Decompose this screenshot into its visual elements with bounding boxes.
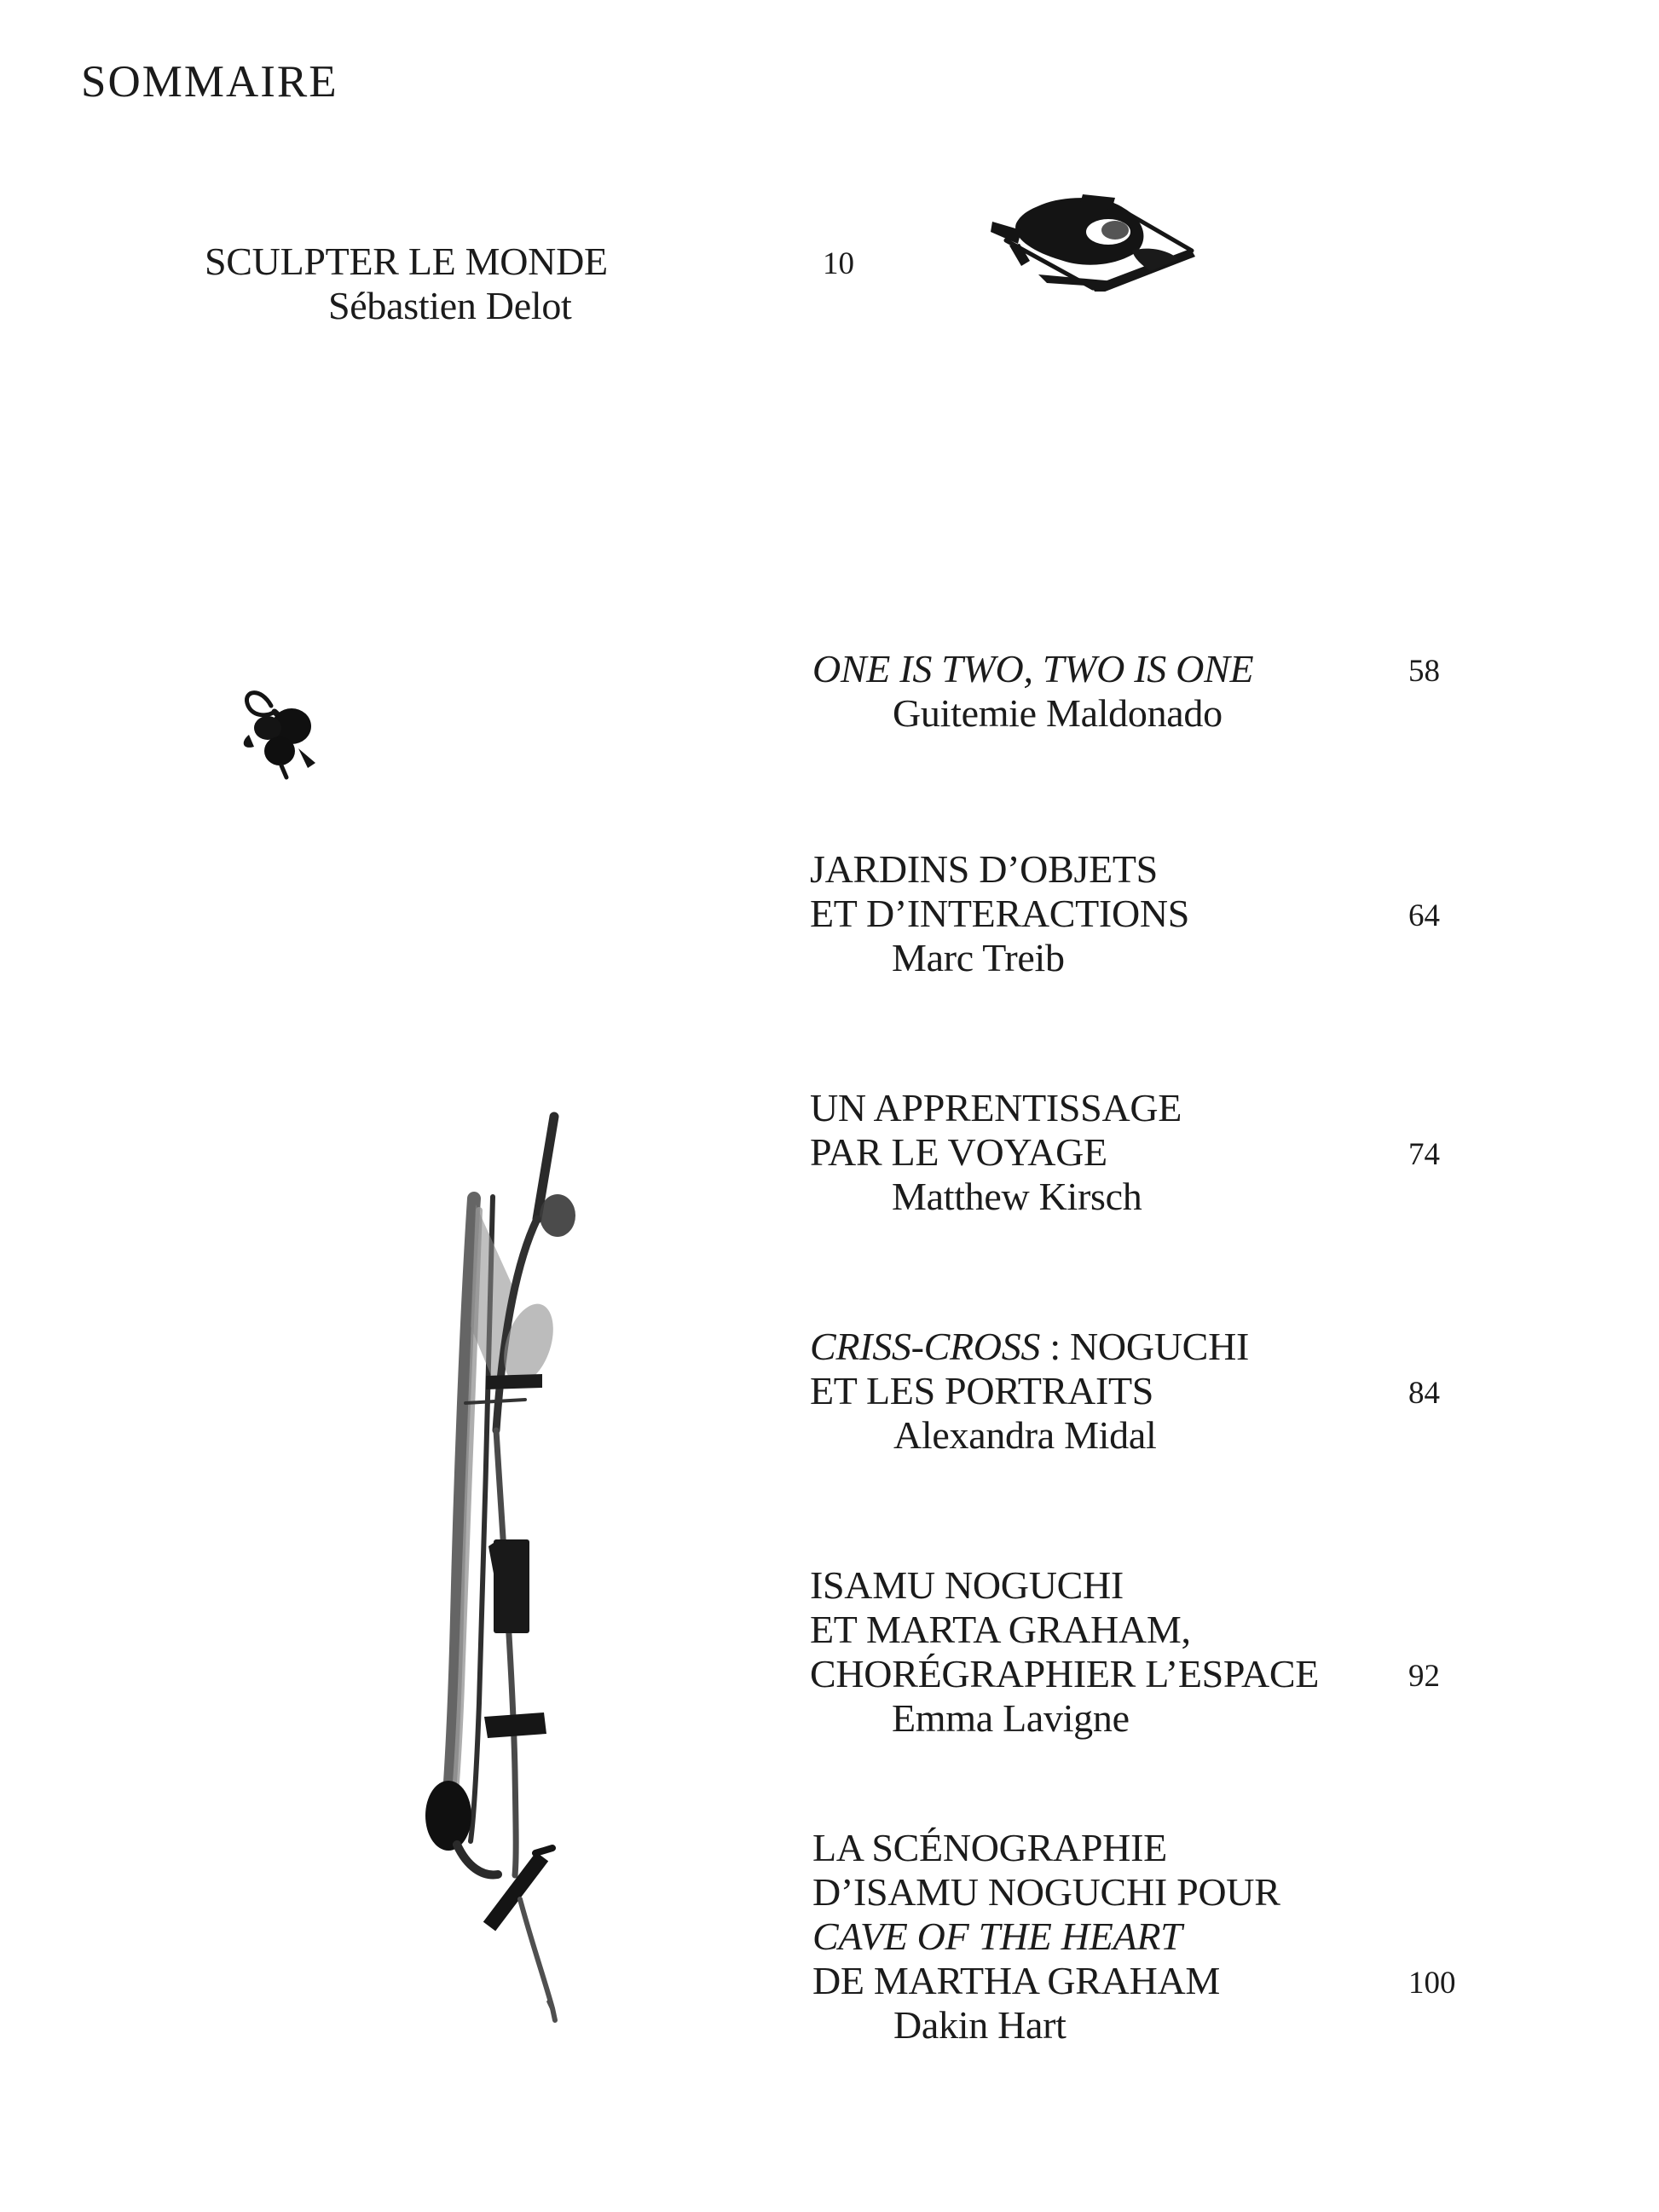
toc-entry-page-number: 100: [1408, 1966, 1456, 2001]
title-segment: ET MARTA GRAHAM,: [810, 1608, 1191, 1651]
toc-entry-page-number: 92: [1408, 1659, 1440, 1694]
toc-entry-author: Alexandra Midal: [893, 1413, 1157, 1457]
toc-entry: [812, 647, 1440, 736]
title-segment: ISAMU NOGUCHI: [810, 1563, 1124, 1607]
toc-entry-page-number: 64: [1408, 898, 1440, 933]
toc-entry-page-number: 84: [1408, 1376, 1440, 1411]
toc-entry-title-line: [812, 1826, 1280, 1870]
title-segment: ET D’INTERACTIONS: [810, 892, 1190, 935]
toc-entry-title-line: [812, 1915, 1280, 1959]
toc-entry-author: Guitemie Maldonado: [893, 691, 1223, 735]
toc-entry-title-line: [812, 1959, 1456, 2003]
title-segment: PAR LE VOYAGE: [810, 1130, 1107, 1174]
title-segment: CRISS-CROSS: [810, 1325, 1041, 1368]
title-segment: CHORÉGRAPHIER L’ESPACE: [810, 1652, 1320, 1695]
toc-entry: [810, 1325, 1440, 1458]
title-segment: : NOGUCHI: [1040, 1325, 1250, 1368]
toc-entry: [205, 240, 854, 328]
title-segment: ET LES PORTRAITS: [810, 1369, 1154, 1412]
toc-entry-page-number: 74: [1408, 1137, 1440, 1172]
toc-entry-page-number: 10: [823, 246, 854, 281]
toc-entry-title-line: [810, 1086, 1182, 1130]
toc-entry: [810, 1086, 1440, 1219]
toc-entry-title-line: [810, 1130, 1440, 1175]
toc-entry-title-line: [810, 847, 1189, 892]
toc-entry: [810, 847, 1440, 980]
toc-entry-title: [812, 1826, 1456, 2003]
toc-entry-page-number: 58: [1408, 654, 1440, 689]
title-segment: ONE IS TWO, TWO IS ONE: [812, 647, 1254, 690]
toc-entry-title-line: [810, 1563, 1319, 1608]
toc-entry-title: [810, 1563, 1440, 1696]
toc-entry: [812, 1826, 1456, 2047]
toc-entry-title: [810, 1086, 1440, 1175]
title-segment: DE MARTHA GRAHAM: [812, 1959, 1221, 2002]
toc-entry-title-line: [810, 1652, 1440, 1696]
toc-entry-title-line: [810, 892, 1440, 936]
toc-entry-author: Dakin Hart: [893, 2003, 1066, 2047]
toc-entry-title-line: [812, 1870, 1280, 1915]
toc-entry-title-line: [810, 1608, 1319, 1652]
toc-entry-author: Marc Treib: [892, 936, 1065, 979]
ink-sketch-tabletop-sculpture-icon: [987, 172, 1200, 292]
ink-brush-vertical-sculpture-icon: [408, 1106, 578, 2036]
title-segment: UN APPRENTISSAGE: [810, 1086, 1182, 1129]
toc-entry-title-line: [810, 1325, 1249, 1369]
title-segment: SCULPTER LE MONDE: [205, 240, 608, 283]
toc-entry-title-line: [812, 647, 1440, 691]
toc-entry-author: Sébastien Delot: [328, 284, 572, 327]
toc-entry-title: [810, 847, 1440, 936]
title-segment: JARDINS D’OBJETS: [810, 847, 1158, 891]
page-title: SOMMAIRE: [81, 57, 338, 107]
title-segment: CAVE OF THE HEART: [812, 1915, 1182, 1958]
title-segment: D’ISAMU NOGUCHI POUR: [812, 1870, 1280, 1914]
toc-entry-title: [810, 1325, 1440, 1413]
ink-blot-sketch-icon: [237, 680, 326, 786]
toc-entry-title-line: [205, 240, 854, 284]
toc-entry-title: [205, 240, 854, 284]
toc-entry-title: [812, 647, 1440, 691]
toc-entry-title-line: [810, 1369, 1440, 1413]
toc-entry: [810, 1563, 1440, 1741]
toc-entry-author: Matthew Kirsch: [892, 1175, 1142, 1218]
title-segment: LA SCÉNOGRAPHIE: [812, 1826, 1167, 1869]
toc-entry-author: Emma Lavigne: [892, 1696, 1130, 1740]
